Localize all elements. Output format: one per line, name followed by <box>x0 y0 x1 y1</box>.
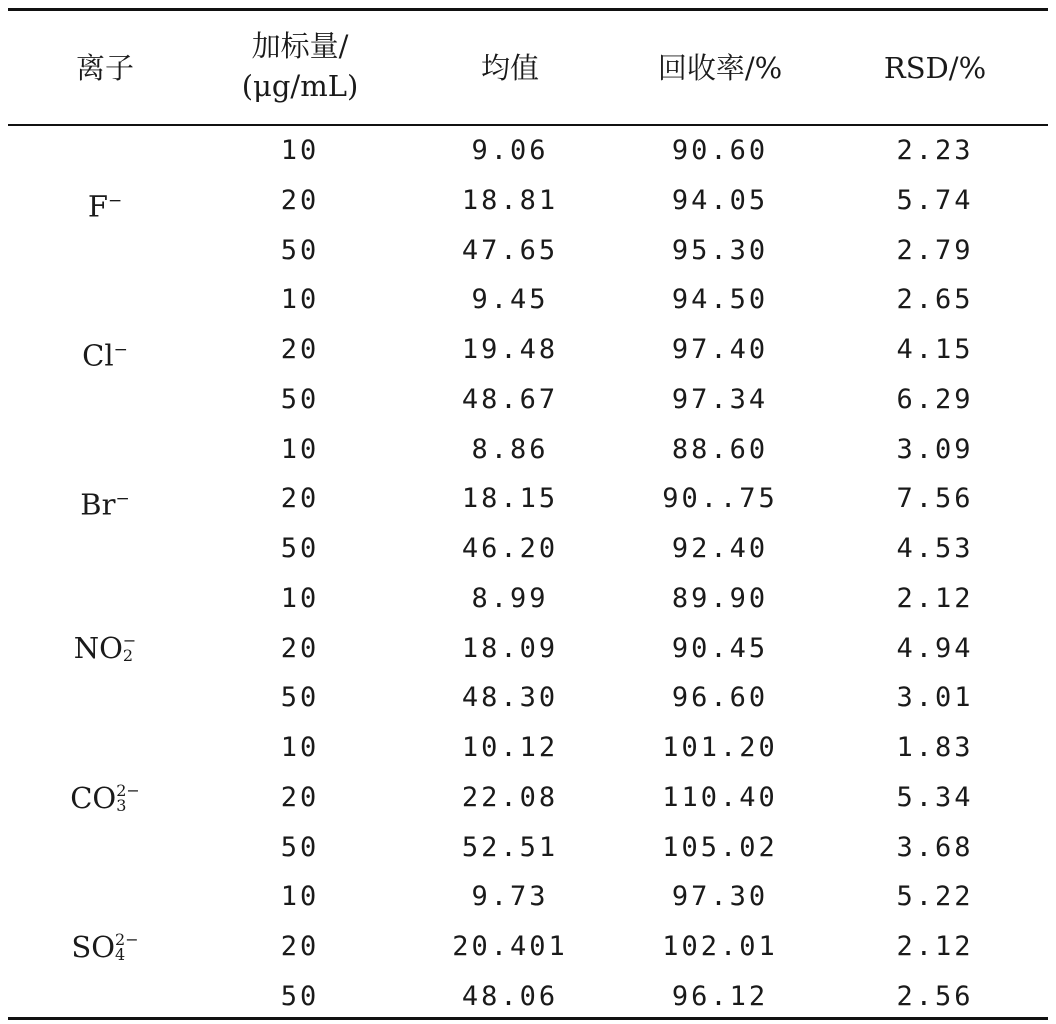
header-recovery: 回收率/% <box>657 51 783 85</box>
cell-recovery: 90..75 <box>662 483 778 515</box>
cell-mean: 10.12 <box>461 732 559 763</box>
ion-charge-stack <box>115 929 139 964</box>
table-body <box>0 126 1056 1022</box>
cell-recovery: 96.60 <box>671 682 769 714</box>
cell-mean: 48.06 <box>461 980 559 1012</box>
ion-charge: − <box>115 489 130 510</box>
cell-spike-amount: 10 <box>280 881 320 913</box>
ion-label <box>30 628 180 668</box>
cell-recovery: 95.30 <box>671 234 769 266</box>
cell-recovery: 92.40 <box>671 533 769 564</box>
table-row <box>0 425 1056 475</box>
ion-symbol: SO <box>71 929 116 964</box>
cell-mean: 9.73 <box>471 881 549 913</box>
cell-recovery: 94.50 <box>671 284 769 316</box>
cell-rsd: 2.56 <box>896 980 974 1012</box>
header-spike-line2: (μg/mL) <box>241 69 359 103</box>
table-row <box>0 972 1056 1022</box>
ion-label <box>30 330 180 376</box>
header-ion: 离子 <box>75 51 134 85</box>
table-row <box>0 226 1056 276</box>
cell-rsd: 5.22 <box>896 881 974 913</box>
cell-spike-amount: 50 <box>280 533 320 564</box>
cell-spike-amount: 50 <box>280 831 320 863</box>
cell-rsd: 2.23 <box>896 135 974 166</box>
cell-recovery: 101.20 <box>662 732 778 763</box>
cell-spike-amount: 20 <box>280 184 320 216</box>
cell-recovery: 90.45 <box>671 632 769 664</box>
ion-charge-stack <box>116 780 140 815</box>
table-row <box>0 673 1056 723</box>
cell-rsd: 1.83 <box>896 732 974 763</box>
header-rsd: RSD/% <box>883 51 987 85</box>
table-top-rule <box>8 8 1048 11</box>
cell-recovery: 110.40 <box>662 781 778 813</box>
cell-mean: 20.401 <box>452 931 568 962</box>
cell-spike-amount: 10 <box>280 582 320 614</box>
cell-rsd: 2.12 <box>896 582 974 614</box>
cell-rsd: 3.01 <box>896 682 974 714</box>
ion-subscript: 3 <box>116 795 127 815</box>
cell-rsd: 2.65 <box>896 284 974 316</box>
ion-label <box>30 479 180 525</box>
ion-symbol: Cl <box>82 338 114 373</box>
ion-label <box>30 778 180 818</box>
cell-rsd: 4.53 <box>896 533 974 564</box>
ion-symbol: CO <box>70 780 117 815</box>
cell-mean: 9.06 <box>471 135 549 166</box>
cell-recovery: 105.02 <box>662 831 778 863</box>
cell-mean: 46.20 <box>461 533 559 564</box>
header-spike-amount <box>215 26 385 106</box>
ion-symbol: F <box>87 189 108 224</box>
cell-rsd: 6.29 <box>896 383 974 415</box>
cell-rsd: 2.12 <box>896 931 974 962</box>
cell-rsd: 5.74 <box>896 184 974 216</box>
cell-mean: 8.86 <box>471 433 549 465</box>
ion-label <box>30 181 180 227</box>
ion-charge: − <box>113 339 128 360</box>
cell-recovery: 88.60 <box>671 433 769 465</box>
cell-mean: 48.30 <box>461 682 559 714</box>
cell-rsd: 5.34 <box>896 781 974 813</box>
cell-recovery: 89.90 <box>671 582 769 614</box>
cell-mean: 47.65 <box>461 234 559 266</box>
cell-spike-amount: 10 <box>280 284 320 316</box>
cell-spike-amount: 20 <box>280 781 320 813</box>
cell-mean: 48.67 <box>461 383 559 415</box>
cell-recovery: 97.34 <box>671 383 769 415</box>
cell-rsd: 2.79 <box>896 234 974 266</box>
cell-spike-amount: 20 <box>280 931 320 962</box>
cell-mean: 8.99 <box>471 582 549 614</box>
cell-spike-amount: 10 <box>280 433 320 465</box>
table-row <box>0 823 1056 873</box>
cell-spike-amount: 10 <box>280 135 320 166</box>
cell-spike-amount: 10 <box>280 732 320 763</box>
cell-mean: 18.09 <box>461 632 559 664</box>
ion-subscript: 2 <box>122 646 134 666</box>
cell-mean: 18.15 <box>461 483 559 515</box>
ion-charge: 2− <box>116 780 140 800</box>
table-row <box>0 126 1056 176</box>
cell-rsd: 3.09 <box>896 433 974 465</box>
cell-rsd: 7.56 <box>896 483 974 515</box>
table-row <box>0 723 1056 773</box>
ion-charge: 2− <box>115 929 139 949</box>
ion-charge-stack <box>122 631 137 666</box>
cell-mean: 22.08 <box>461 781 559 813</box>
ion-symbol: Br <box>80 487 116 522</box>
cell-recovery: 97.30 <box>671 881 769 913</box>
table-row <box>0 574 1056 624</box>
ion-charge: − <box>107 190 123 211</box>
cell-recovery: 90.60 <box>671 135 769 166</box>
cell-spike-amount: 20 <box>280 632 320 664</box>
cell-mean: 52.51 <box>461 831 559 863</box>
table-row <box>0 275 1056 325</box>
cell-recovery: 94.05 <box>671 184 769 216</box>
cell-spike-amount: 50 <box>280 383 320 415</box>
table-row <box>0 524 1056 574</box>
ion-label <box>30 927 180 967</box>
cell-rsd: 3.68 <box>896 831 974 863</box>
cell-recovery: 96.12 <box>671 980 769 1012</box>
cell-rsd: 4.15 <box>896 334 974 365</box>
ion-symbol: NO <box>73 631 123 666</box>
cell-mean: 9.45 <box>471 284 549 316</box>
cell-rsd: 4.94 <box>896 632 974 664</box>
table-bottom-rule <box>8 1017 1048 1020</box>
table-row <box>0 872 1056 922</box>
table-row <box>0 375 1056 425</box>
cell-spike-amount: 50 <box>280 980 320 1012</box>
cell-spike-amount: 20 <box>280 334 320 365</box>
header-mean: 均值 <box>480 51 539 85</box>
cell-spike-amount: 50 <box>280 682 320 714</box>
cell-recovery: 97.40 <box>671 334 769 365</box>
header-spike-line1: 加标量/ <box>251 29 349 63</box>
ion-charge: − <box>122 631 137 651</box>
cell-mean: 19.48 <box>461 334 559 365</box>
cell-mean: 18.81 <box>461 184 559 216</box>
cell-spike-amount: 20 <box>280 483 320 515</box>
ion-subscript: 4 <box>115 944 126 964</box>
cell-spike-amount: 50 <box>280 234 320 266</box>
cell-recovery: 102.01 <box>662 931 778 962</box>
